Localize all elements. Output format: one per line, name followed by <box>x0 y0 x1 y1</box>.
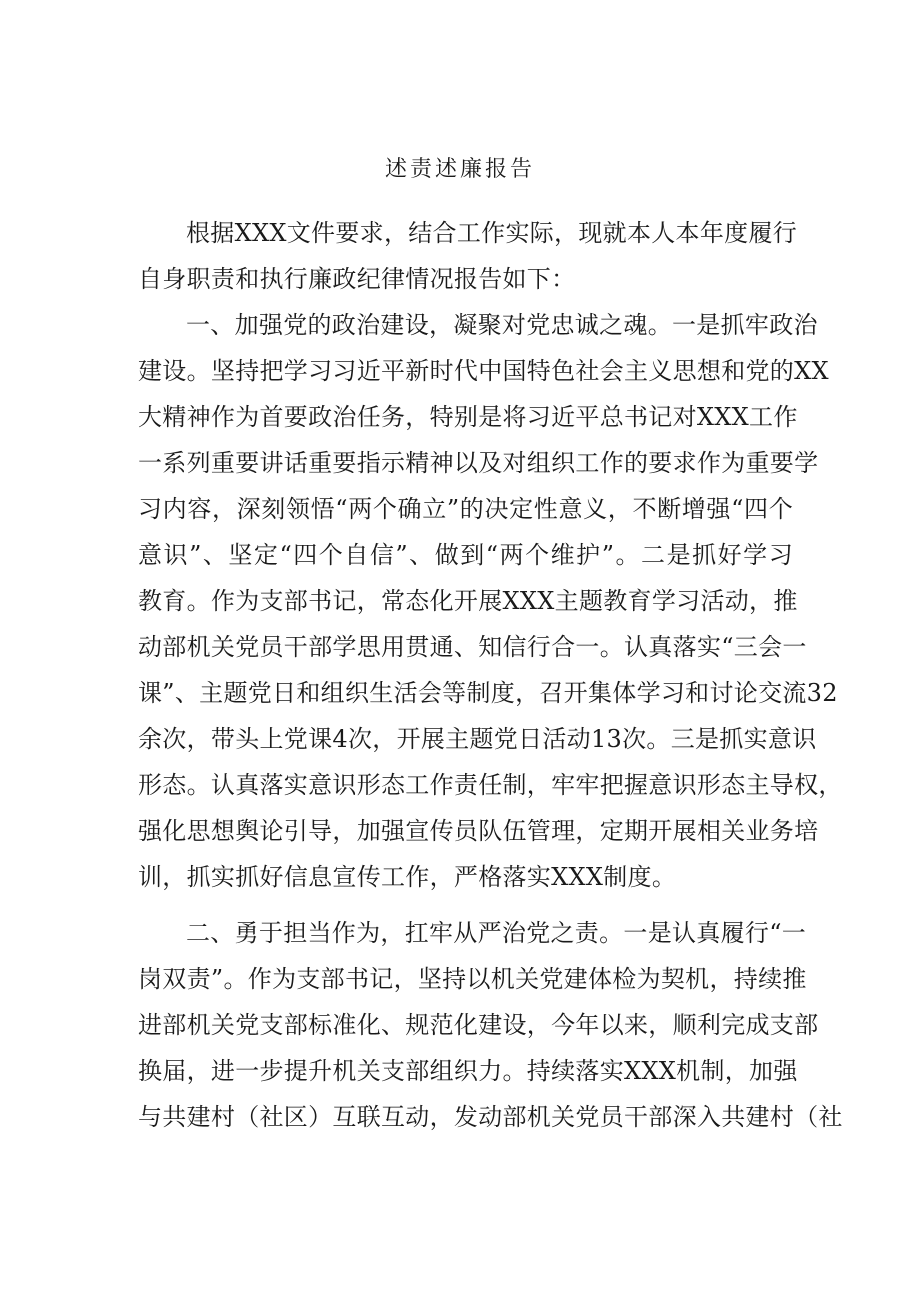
text-line: 动部机关党员干部学思用贯通、知信行合一。认真落实“三会一 <box>138 633 807 661</box>
text-line: 形态。认真落实意识形态工作责任制，牢牢把握意识形态主导权， <box>138 771 843 799</box>
paragraph-spacer <box>138 900 793 910</box>
text-line: 换届，进一步提升机关支部组织力。持续落实XXX机制，加强 <box>138 1057 798 1085</box>
text-line: 根据XXX文件要求，结合工作实际，现就本人本年度履行 <box>186 219 798 247</box>
text-line: 训，抓实抓好信息宣传工作，严格落实XXX制度。 <box>138 863 677 891</box>
paragraph-section-one <box>138 302 843 900</box>
text-line: 建设。坚持把学习习近平新时代中国特色社会主义思想和党的XX <box>138 357 829 385</box>
text-line: 教育。作为支部书记，常态化开展XXX主题教育学习活动，推 <box>138 587 798 615</box>
text-line: 与共建村（社区）互联互动，发动部机关党员干部深入共建村（社 <box>138 1103 843 1131</box>
text-line: 余次，带头上党课4次，开展主题党日活动13次。三是抓实意识 <box>138 725 817 753</box>
paragraph-section-two <box>138 910 843 1140</box>
document-title: 述责述廉报告 <box>384 157 535 182</box>
text-line: 强化思想舆论引导，加强宣传员队伍管理，定期开展相关业务培 <box>138 817 819 845</box>
text-line: 自身职责和执行廉政纪律情况报告如下： <box>138 265 576 293</box>
text-line: 进部机关党支部标准化、规范化建设，今年以来，顺利完成支部 <box>138 1011 819 1039</box>
text-line: 岗双责”。作为支部书记，坚持以机关党建体检为契机，持续推 <box>138 965 807 993</box>
text-line: 意识”、坚定“四个自信”、做到“两个维护”。二是抓好学习 <box>138 541 793 569</box>
paragraph-intro <box>138 210 798 302</box>
text-line: 大精神作为首要政治任务，特别是将习近平总书记对XXX工作 <box>138 403 798 431</box>
text-line: 一、加强党的政治建设，凝聚对党忠诚之魂。一是抓牢政治 <box>186 311 818 339</box>
text-line: 课”、主题党日和组织生活会等制度，召开集体学习和讨论交流32 <box>138 679 838 707</box>
document-body <box>138 210 843 1140</box>
text-line: 一系列重要讲话重要指示精神以及对组织工作的要求作为重要学 <box>138 449 819 477</box>
text-line: 习内容，深刻领悟“两个确立”的决定性意义，不断增强“四个 <box>138 495 793 523</box>
text-line: 二、勇于担当作为，扛牢从严治党之责。一是认真履行“一 <box>186 919 807 947</box>
